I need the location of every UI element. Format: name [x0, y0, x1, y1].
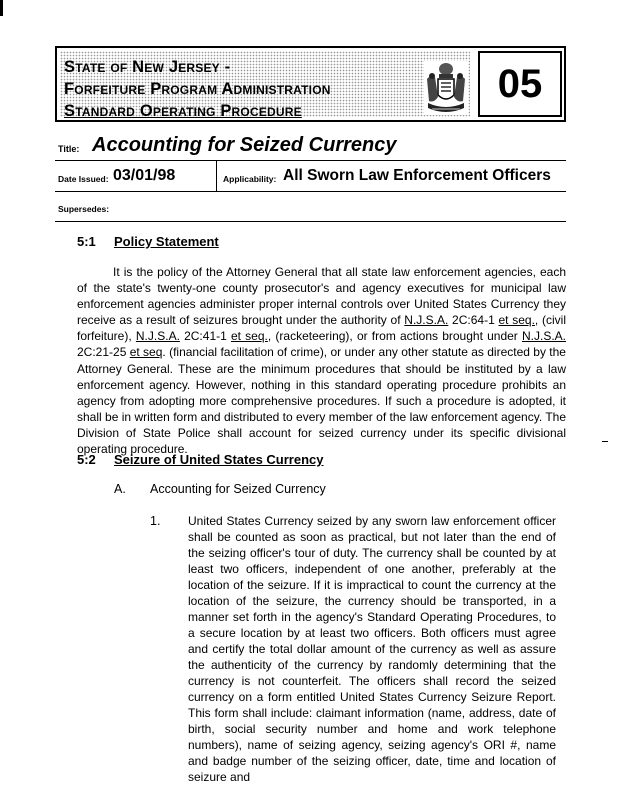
- meta-bottom-rule: [55, 221, 566, 222]
- applicability-value: All Sworn Law Enforcement Officers: [283, 167, 551, 184]
- text-run: 2C:41-1: [179, 329, 231, 344]
- item-1-paragraph: United States Currency seized by any sworn law enforcement officer shall be counted as soon as practical, but not later than the end of the seizing officer's tour of duty. The currency shall be counted by at least two officers, independent of one another, preferably at the location of the seizure. If it is impractical to count the currency at the location of the seizure, the currency should be transported, in a manner set forth in the agency's Standard Operating Procedures, to a secure location by at least two officers. Both officers must agree and certify the total dollar amount of the currency as well as assure the authenticity of the currency by randomly determining that the currency is not counterfeit. The officers shall record the seized currency on a form entitled United States Currency Seizure Report. This form shall include: claimant information (name, address, date of birth, social security number and home and work telephone numbers), name of seizing agency, seizing agency's ORI #, name and badge number of the seizing officer, date, time and location of seizure and: [188, 514, 556, 784]
- citation: N.J.S.A.: [404, 313, 449, 328]
- citation: et seq.: [498, 313, 535, 328]
- supersedes-label: Supersedes:: [58, 204, 110, 214]
- meta-row-date-applicability: [55, 161, 566, 192]
- text-run: . (financial facilitation of crime), or under any other statute as directed by the Attorney General. These are the minimum procedures that should be instituted by a law enforcement agency. However, nothing in this standard operating procedure prohibits an agency from adopting more comprehensive procedures. If such a procedure is adopted, it shall be in written form and distributed to every member of the law enforcement agency. The Division of State Police shall account for seized currency under its specific divisional operating procedure.: [77, 345, 566, 457]
- text-run: 2C:64-1: [448, 313, 499, 328]
- policy-statement-paragraph: [77, 264, 566, 457]
- section-number: 5:2: [77, 452, 96, 467]
- citation: N.J.S.A.: [522, 329, 567, 344]
- section-title: Policy Statement: [114, 234, 219, 249]
- citation: N.J.S.A.: [135, 329, 180, 344]
- title-label: Title:: [58, 144, 80, 154]
- header-line-program: Forfeiture Program Administration: [64, 80, 331, 98]
- section-number: 5:1: [77, 234, 96, 249]
- subsection-a-title: Accounting for Seized Currency: [150, 482, 326, 496]
- subsection-a-letter: A.: [114, 482, 126, 496]
- date-issued-label: Date Issued:: [58, 174, 109, 184]
- citation: et seq: [129, 345, 163, 360]
- text-run: 2C:21-25: [77, 345, 130, 360]
- header-title-panel: [60, 51, 470, 120]
- text-run: , (civil forfeiture),: [77, 313, 566, 344]
- section-5-1-heading: [77, 234, 219, 249]
- text-run: , (racketeering), or from actions brought under: [267, 329, 522, 344]
- header-line-state: State of New Jersey -: [64, 58, 231, 76]
- section-title: Seizure of United States Currency: [114, 452, 324, 467]
- header-line-sop: Standard Operating Procedure: [64, 102, 302, 120]
- document-header: [55, 46, 566, 122]
- document-title: Accounting for Seized Currency: [92, 134, 397, 156]
- margin-tick: [602, 441, 608, 442]
- applicability-label: Applicability:: [223, 174, 277, 184]
- meta-table: [55, 160, 566, 221]
- state-seal-icon: [424, 61, 468, 115]
- scan-edge-mark: [0, 0, 3, 16]
- meta-divider: [216, 161, 217, 191]
- section-5-2-heading: [77, 452, 324, 467]
- citation: et seq.: [230, 329, 268, 344]
- date-issued-value: 03/01/98: [113, 167, 176, 184]
- text-run: It is the policy of the Attorney General that all state law enforcement agencies, each of the state's twenty-one county prosecutor's and agency executives for municipal law enforcement agencies administer proper internal controls over United States Currency they receive as a result of seizures brought under the authority of: [77, 265, 566, 328]
- item-1-number: 1.: [150, 514, 161, 528]
- sop-number: 05: [478, 51, 562, 117]
